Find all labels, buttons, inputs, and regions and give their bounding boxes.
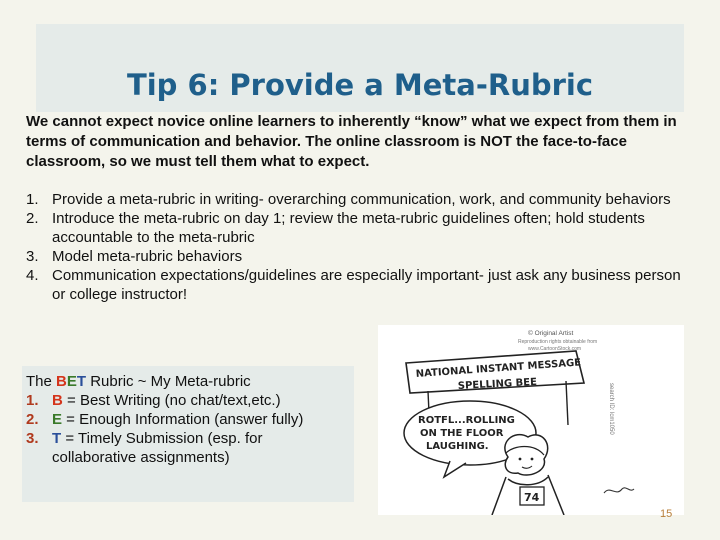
list-number: 3. [26,248,39,265]
list-item [26,391,348,410]
bet-letter-t: T [76,373,87,390]
bet-item-text: = Best Writing (no chat/text,etc.) [62,392,281,409]
speech-line-1: ROTFL...ROLLING [418,415,515,426]
bet-item-letter: T [52,430,62,447]
intro-paragraph: We cannot expect novice online learners to inherently “know” what we expect from them in terms of communication and behavior. The online classroom is NOT the face-to-face classroom, so we must tell them what to expect. [26,113,677,170]
contestant-badge-number: 74 [524,491,540,504]
slide-title: Tip 6: Provide a Meta-Rubric [126,68,594,102]
bet-title-suffix: Rubric ~ My Meta-rubric [86,373,251,390]
list-number: 4. [26,267,39,284]
list-number: 1. [26,392,39,409]
list-item [26,429,348,467]
list-number: 2. [26,411,39,428]
bet-item-letter: E [52,411,63,428]
speech-line-2: ON THE FLOOR [420,428,504,439]
list-item [26,209,696,247]
list-item [26,247,696,266]
bet-title-prefix: The [26,373,57,390]
list-text: Provide a meta-rubric in writing- overarching communication, work, and community behaviors [52,191,671,208]
list-item [26,410,348,429]
steps-list [26,190,696,304]
list-text: Communication expectations/guidelines are especially important- just ask any business person or college instructor! [52,267,681,303]
girl-eye-right [531,458,534,461]
list-item [26,266,696,304]
cartoon-drawing [378,325,684,515]
bet-item-letter: B [52,392,63,409]
list-number: 2. [26,210,39,227]
cartoon-copyright: © Original Artist [528,330,574,337]
list-text: Introduce the meta-rubric on day 1; review the meta-rubric guidelines often; hold students accountable to the meta-rubric [52,210,645,246]
bet-list [26,391,348,467]
banner-pole-right [566,381,568,425]
sign-line-1: NATIONAL INSTANT MESSAGE [415,357,582,380]
sign-line-2: SPELLING BEE [457,376,538,392]
bet-letter-e: E [66,373,77,390]
bet-item-text: = Enough Information (answer fully) [62,411,304,428]
speech-line-3: LAUGHING. [426,441,489,452]
artist-signature [604,488,634,493]
girl-eye-left [519,458,522,461]
bet-letter-b: B [56,373,67,390]
list-number: 3. [26,430,39,447]
page-number: 15 [660,508,673,520]
cartoon-copyright-sub2: www.CartoonStock.com [528,346,582,352]
bet-item-text: = Timely Submission (esp. for collaborative assignments) [52,430,263,466]
list-text: Model meta-rubric behaviors [52,248,243,265]
cartoon-copyright-sub1: Reproduction rights obtainable from [518,339,598,345]
cartoon-image [378,325,684,515]
girl-head [505,435,548,475]
bet-rubric-box [22,366,354,502]
cartoon-search-id: search ID: lcm1050 [608,383,614,435]
list-number: 1. [26,191,39,208]
bet-rubric-title [26,372,251,391]
list-item [26,190,696,209]
title-box [36,24,684,112]
